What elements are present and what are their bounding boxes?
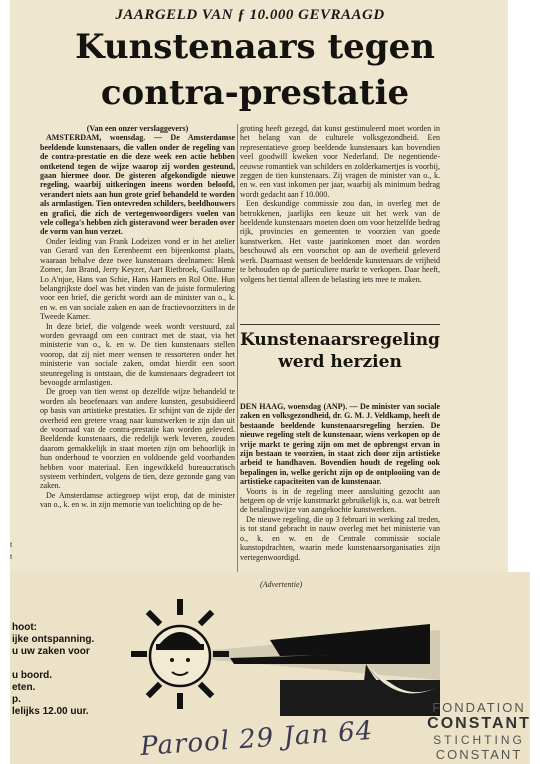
ad-line: hoot: <box>12 622 37 633</box>
logo-line-3: STICHTING <box>433 733 525 747</box>
right-paragraph-1: groting heeft gezegd, dat kunst gestimuleerd moet worden in het belang van de culturele volksgezondheid. Een representatieve groep beeldende kunstenaars kan bovendien veel goodwill kweken voor Nederland. De negentiende-eeuwse romantiek van schilders en zolderkamertjes is voorbij, zeggen de tien kunstenaars. Zij vragen de minister van o., k. en w. een vast inkomen per jaar, waarbij als minimum bedrag wordt gedacht aan f 10.000. <box>240 124 440 199</box>
ad-line: p. <box>12 694 21 705</box>
ad-line <box>12 658 94 670</box>
left-paragraph-2: Onder leiding van Frank Lodeizen vond er in het atelier van Gerard van den Eerenbeemt een bijeenkomst plaats, waaraan behalve deze twee kunstenaars deelnamen: Henk Zomer, Jan Brand, Jerry Keyzer, Aart Rietbroek, Guillaume Lo A'njoe, Hans van Schie, Hans Hamers en Rol Otte. Hun belangrijkste doel was het vinden van de juiste formulering voor een brief, die gericht wordt aan de minister van o., k. en w. en van sociale zaken en aan de fractievoorzitters in de Tweede Kamer. <box>40 236 235 322</box>
column-divider <box>237 124 238 572</box>
article-left-column <box>40 124 235 570</box>
handwritten-note: Parool 29 Jan 64 <box>139 715 375 763</box>
right-paragraph-2: Een deskundige commissie zou dan, in overleg met de betrokkenen, jaarlijks een keuze uit het werk van de beeldende kunstenaars moeten doen om voor hetzelfde bedrag rijk, provincies en gemeenten te voorzien van goede kunstwerken. Het vaste jaarinkomen moet dan worden beschouwd als een voorschot op aan de overheid geleverd werk. Daarnaast wensen de beeldende kunstenaars de vrijheid te behouden op de particuliere markt te verkopen. Daar heeft, volgens het tiental alleen de belasting iets mee te maken. <box>240 199 440 284</box>
captain-face-icon <box>150 626 210 686</box>
advertisement-text <box>12 622 94 718</box>
ad-line: eten. <box>12 682 36 693</box>
ad-line: u boord. <box>12 670 52 681</box>
logo-line-4: CONSTANT <box>435 747 523 762</box>
left-edge-mark: t <box>10 540 13 549</box>
section-rule <box>240 324 440 325</box>
subheadline-line-2: werd herzien <box>278 352 402 372</box>
second-paragraph-1: DEN HAAG, woensdag (ANP). — De minister van sociale zaken en volksgezondheid, dr. G. M. J. Veldkamp, heeft de bestaande beeldende kunstenaarsregeling herzien. De nieuwe regeling stelt de kunstenaar, wiens verkopen op de vrije markt te gering zijn om met de opbrengst ervan in zijn bestaan te voorzien, in staat zich door zijn artistieke arbeid te handhaven. Bovendien houdt de regeling ook bepalingen in, welke gericht zijn op de ontplooiing van de artistieke capaciteiten van de kunstenaar. <box>240 402 440 487</box>
ship-silhouette-icon <box>230 624 430 664</box>
second-paragraph-3: De nieuwe regeling, die op 3 februari in werking zal treden, is tot stand gebracht in nauw overleg met het ministerie van o., k. en w. en de Centrale commissie sociale kunstopdrachten, waarin mede kunstenaarsorganisaties zijn vertegenwoordigd. <box>240 514 440 562</box>
article-kicker: JAARGELD VAN ƒ 10.000 GEVRAAGD <box>115 7 385 23</box>
left-edge-mark: t <box>10 552 13 561</box>
fondation-constant-logo <box>424 700 534 762</box>
left-paragraph-4: De groep van tien wenst op dezelfde wijze behandeld te worden als beoefenaars van andere kunsten, gesubsidieerd op basis van artistieke prestaties. Er schijnt van de zijde der overheid een gretere vraag naar kunstwerken te zijn dan uit de voorraad van de contra-prestatie kan worden geleverd. Beeldende kunstenaars, die redelijk werk leveren, zouden daarom gemakkelijk in staat moeten zijn om behoorlijk in hun onderhoud te voorzien en voldoende geld voorhanden hebben voor materiaal. Een ingewikkeld bureaucratisch systeem verhindert, volgens de tien, deze gezonde gang van zaken. <box>40 387 235 491</box>
ad-line: lelijks 12.00 uur. <box>12 706 89 717</box>
logo-line-2: CONSTANT <box>427 715 531 732</box>
second-paragraph-2: Voorts is in de regeling meer aansluiting gezocht aan hetgeen op de vrije kunstmarkt gebruikelijk is, o.a. wat betreft de betalingswijze van aangekochte kunstwerken. <box>240 486 440 515</box>
headline-line-2: contra-prestatie <box>100 73 410 113</box>
subheadline-line-1: Kunstenaarsregeling <box>240 330 440 350</box>
left-paragraph-5: De Amsterdamse actiegroep wijst erop, dat de minister van o., k. en w. in zijn memorie van toelichting op de be- <box>40 490 235 510</box>
left-paragraph-3: In deze brief, die volgende week wordt verstuurd, zal worden gevraagd om een contract met de staat, via het ministerie van o., k. en w. De tien kunstenaars stellen voorop, dat zij niet meer wensen te ressorteren onder het ministerie van sociale zaken, omdat hierdit een soort steunregeling is ontstaan, die de kunstenaars degradeert tot bevoogde armlastigen. <box>40 321 235 387</box>
ad-line: ijke ontspanning. <box>12 634 95 645</box>
ad-line: u uw zaken voor <box>12 646 90 657</box>
second-article-column <box>240 402 440 574</box>
article-right-column <box>240 124 440 320</box>
left-paragraph-1: AMSTERDAM, woensdag. — De Amsterdamse beeldende kunstenaars, die vallen onder de regeling van de contra-prestatie en die deze week een actie hebben ontketend tegen de wijze waarop zij worden gesteund, gaan hiermee door. De gisteren afgekondigde nieuwe regeling, waarbij uitkeringen ineens worden beloofd, verandert niets aan hun grote grief behandeld te worden als armlastigen. Tien ontevreden schilders, beeldhouwers en grafici, die zich de vertegenwoordigers voelen van vele collega's hebben zich gisteravond weer beraden over de vorm van hun verzet. <box>40 133 235 237</box>
logo-line-1: FONDATION <box>432 700 526 715</box>
advertisement-illustration <box>130 594 440 716</box>
byline: (Van een onzer verslaggevers) <box>86 124 189 133</box>
headline-line-1: Kunstenaars tegen <box>75 27 435 67</box>
advertisement-label: (Advertentie) <box>260 580 303 589</box>
